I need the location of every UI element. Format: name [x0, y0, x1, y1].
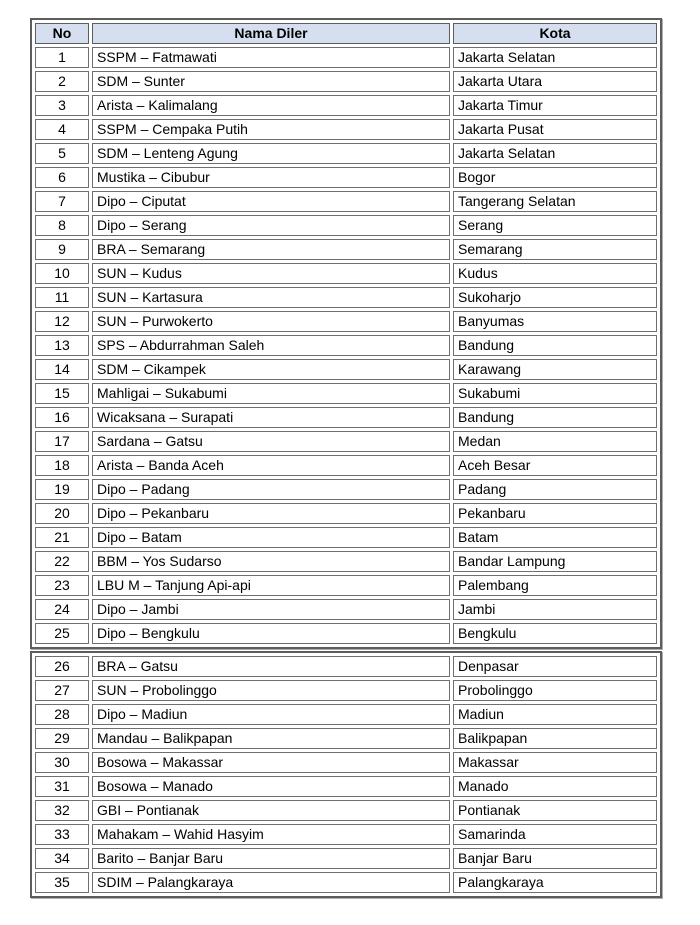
dealer-name-cell: Mahligai – Sukabumi — [92, 383, 450, 404]
row-number-cell: 7 — [35, 191, 89, 212]
dealer-name-cell: Dipo – Madiun — [92, 704, 450, 725]
row-number-cell: 3 — [35, 95, 89, 116]
dealer-name-cell: BRA – Gatsu — [92, 656, 450, 677]
row-number-cell: 4 — [35, 119, 89, 140]
dealer-name-cell: Sardana – Gatsu — [92, 431, 450, 452]
table-row — [35, 752, 657, 773]
city-cell: Probolinggo — [453, 680, 657, 701]
row-number-cell: 29 — [35, 728, 89, 749]
dealer-name-cell: Mandau – Balikpapan — [92, 728, 450, 749]
dealer-name-cell: Bosowa – Makassar — [92, 752, 450, 773]
table-row — [35, 407, 657, 428]
column-header-no: No — [35, 23, 89, 44]
dealer-name-cell: Mahakam – Wahid Hasyim — [92, 824, 450, 845]
row-number-cell: 6 — [35, 167, 89, 188]
dealer-name-cell: Wicaksana – Surapati — [92, 407, 450, 428]
dealer-name-cell: Dipo – Serang — [92, 215, 450, 236]
dealer-name-cell: Arista – Banda Aceh — [92, 455, 450, 476]
table-row — [35, 575, 657, 596]
dealer-name-cell: Mustika – Cibubur — [92, 167, 450, 188]
row-number-cell: 17 — [35, 431, 89, 452]
table-row — [35, 215, 657, 236]
table-row — [35, 383, 657, 404]
row-number-cell: 13 — [35, 335, 89, 356]
table-row — [35, 800, 657, 821]
dealer-name-cell: SSPM – Cempaka Putih — [92, 119, 450, 140]
table-row — [35, 599, 657, 620]
city-cell: Jambi — [453, 599, 657, 620]
city-cell: Pekanbaru — [453, 503, 657, 524]
city-cell: Semarang — [453, 239, 657, 260]
table-row — [35, 848, 657, 869]
dealer-name-cell: SUN – Probolinggo — [92, 680, 450, 701]
table-row — [35, 431, 657, 452]
city-cell: Sukoharjo — [453, 287, 657, 308]
dealer-name-cell: SUN – Kartasura — [92, 287, 450, 308]
dealer-name-cell: SUN – Purwokerto — [92, 311, 450, 332]
table-body-section-1 — [35, 47, 657, 644]
table-row — [35, 728, 657, 749]
table-row — [35, 872, 657, 893]
row-number-cell: 35 — [35, 872, 89, 893]
dealer-name-cell: Dipo – Jambi — [92, 599, 450, 620]
table-row — [35, 287, 657, 308]
dealer-name-cell: SPS – Abdurrahman Saleh — [92, 335, 450, 356]
dealer-name-cell: Arista – Kalimalang — [92, 95, 450, 116]
row-number-cell: 26 — [35, 656, 89, 677]
row-number-cell: 27 — [35, 680, 89, 701]
row-number-cell: 14 — [35, 359, 89, 380]
city-cell: Pontianak — [453, 800, 657, 821]
dealer-name-cell: Dipo – Batam — [92, 527, 450, 548]
dealer-name-cell: Bosowa – Manado — [92, 776, 450, 797]
table-row — [35, 704, 657, 725]
city-cell: Aceh Besar — [453, 455, 657, 476]
table-row — [35, 191, 657, 212]
dealer-name-cell: Dipo – Pekanbaru — [92, 503, 450, 524]
city-cell: Samarinda — [453, 824, 657, 845]
dealer-table-section-1 — [30, 18, 662, 649]
dealer-name-cell: BRA – Semarang — [92, 239, 450, 260]
city-cell: Jakarta Pusat — [453, 119, 657, 140]
table-row — [35, 239, 657, 260]
table-row — [35, 119, 657, 140]
city-cell: Jakarta Selatan — [453, 143, 657, 164]
dealer-name-cell: Dipo – Ciputat — [92, 191, 450, 212]
row-number-cell: 30 — [35, 752, 89, 773]
table-header-row — [35, 23, 657, 44]
row-number-cell: 15 — [35, 383, 89, 404]
city-cell: Palembang — [453, 575, 657, 596]
dealer-name-cell: LBU M – Tanjung Api-api — [92, 575, 450, 596]
column-header-nama-diler: Nama Diler — [92, 23, 450, 44]
row-number-cell: 2 — [35, 71, 89, 92]
table-row — [35, 263, 657, 284]
row-number-cell: 10 — [35, 263, 89, 284]
city-cell: Batam — [453, 527, 657, 548]
city-cell: Banyumas — [453, 311, 657, 332]
table-row — [35, 479, 657, 500]
table-row — [35, 47, 657, 68]
dealer-name-cell: BBM – Yos Sudarso — [92, 551, 450, 572]
table-body-section-2 — [35, 656, 657, 893]
dealer-name-cell: Dipo – Bengkulu — [92, 623, 450, 644]
city-cell: Serang — [453, 215, 657, 236]
city-cell: Bogor — [453, 167, 657, 188]
row-number-cell: 25 — [35, 623, 89, 644]
table-row — [35, 455, 657, 476]
dealer-name-cell: SSPM – Fatmawati — [92, 47, 450, 68]
row-number-cell: 32 — [35, 800, 89, 821]
dealer-name-cell: SDIM – Palangkaraya — [92, 872, 450, 893]
row-number-cell: 5 — [35, 143, 89, 164]
table-row — [35, 335, 657, 356]
row-number-cell: 21 — [35, 527, 89, 548]
table-row — [35, 71, 657, 92]
row-number-cell: 8 — [35, 215, 89, 236]
city-cell: Kudus — [453, 263, 657, 284]
city-cell: Madiun — [453, 704, 657, 725]
table-row — [35, 623, 657, 644]
table-row — [35, 776, 657, 797]
row-number-cell: 1 — [35, 47, 89, 68]
row-number-cell: 22 — [35, 551, 89, 572]
city-cell: Jakarta Utara — [453, 71, 657, 92]
column-header-kota: Kota — [453, 23, 657, 44]
row-number-cell: 16 — [35, 407, 89, 428]
city-cell: Bandung — [453, 407, 657, 428]
city-cell: Padang — [453, 479, 657, 500]
dealer-name-cell: Barito – Banjar Baru — [92, 848, 450, 869]
table-row — [35, 359, 657, 380]
city-cell: Bandung — [453, 335, 657, 356]
table-row — [35, 95, 657, 116]
city-cell: Karawang — [453, 359, 657, 380]
row-number-cell: 31 — [35, 776, 89, 797]
row-number-cell: 34 — [35, 848, 89, 869]
city-cell: Jakarta Selatan — [453, 47, 657, 68]
city-cell: Palangkaraya — [453, 872, 657, 893]
row-number-cell: 18 — [35, 455, 89, 476]
table-row — [35, 680, 657, 701]
table-row — [35, 143, 657, 164]
row-number-cell: 12 — [35, 311, 89, 332]
table-row — [35, 527, 657, 548]
table-row — [35, 551, 657, 572]
dealer-table-section-2 — [30, 651, 662, 898]
city-cell: Denpasar — [453, 656, 657, 677]
city-cell: Jakarta Timur — [453, 95, 657, 116]
city-cell: Tangerang Selatan — [453, 191, 657, 212]
row-number-cell: 33 — [35, 824, 89, 845]
dealer-name-cell: SUN – Kudus — [92, 263, 450, 284]
table-row — [35, 503, 657, 524]
table-row — [35, 311, 657, 332]
row-number-cell: 28 — [35, 704, 89, 725]
row-number-cell: 11 — [35, 287, 89, 308]
row-number-cell: 19 — [35, 479, 89, 500]
city-cell: Manado — [453, 776, 657, 797]
table-row — [35, 167, 657, 188]
dealer-name-cell: SDM – Cikampek — [92, 359, 450, 380]
dealer-name-cell: SDM – Sunter — [92, 71, 450, 92]
city-cell: Balikpapan — [453, 728, 657, 749]
city-cell: Medan — [453, 431, 657, 452]
city-cell: Bandar Lampung — [453, 551, 657, 572]
dealer-name-cell: Dipo – Padang — [92, 479, 450, 500]
row-number-cell: 9 — [35, 239, 89, 260]
dealer-name-cell: SDM – Lenteng Agung — [92, 143, 450, 164]
city-cell: Banjar Baru — [453, 848, 657, 869]
table-row — [35, 656, 657, 677]
city-cell: Sukabumi — [453, 383, 657, 404]
table-row — [35, 824, 657, 845]
city-cell: Makassar — [453, 752, 657, 773]
row-number-cell: 24 — [35, 599, 89, 620]
row-number-cell: 23 — [35, 575, 89, 596]
city-cell: Bengkulu — [453, 623, 657, 644]
dealer-name-cell: GBI – Pontianak — [92, 800, 450, 821]
row-number-cell: 20 — [35, 503, 89, 524]
